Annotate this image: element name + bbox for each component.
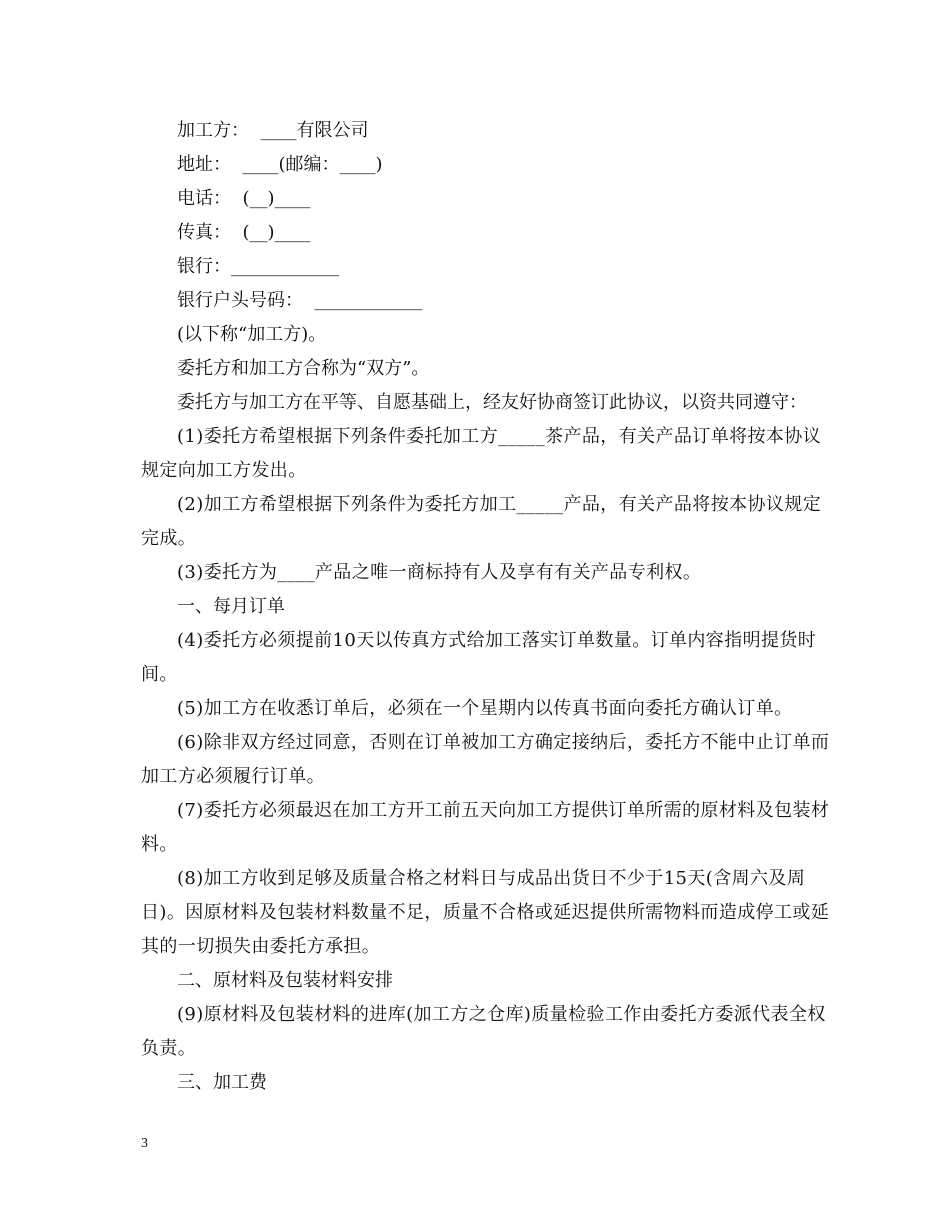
section-3-heading: 三、加工费 bbox=[177, 1072, 267, 1093]
parties-line: 委托方和加工方合称为“双方”。 bbox=[177, 358, 430, 379]
clause-9: (9)原材料及包装材料的进库(加工方之仓库)质量检验工作由委托方委派代表全权负责。 bbox=[141, 1004, 826, 1059]
phone-line: 电话： (__)____ bbox=[177, 188, 311, 209]
hereinafter-line: (以下称“加工方)。 bbox=[177, 324, 327, 345]
section-1-heading: 一、每月订单 bbox=[177, 596, 285, 617]
bank-account-line: 银行户头号码： ____________ bbox=[177, 290, 423, 311]
processor-name-line: 加工方： ____有限公司 bbox=[177, 120, 369, 141]
clause-2: (2)加工方希望根据下列条件为委托方加工_____产品，有关产品将按本协议规定完成。 bbox=[141, 494, 822, 549]
clause-6: (6)除非双方经过同意，否则在订单被加工方确定接纳后，委托方不能中止订单而加工方必须履行订单。 bbox=[141, 732, 830, 787]
address-line: 地址： ____(邮编：____) bbox=[177, 154, 383, 175]
clause-1: (1)委托方希望根据下列条件委托加工方_____茶产品，有关产品订单将按本协议规定向加工方发出。 bbox=[141, 426, 822, 481]
page-number: 3 bbox=[141, 1136, 148, 1151]
clause-3: (3)委托方为____产品之唯一商标持有人及享有有关产品专利权。 bbox=[177, 562, 702, 583]
document-body bbox=[141, 114, 831, 1100]
clause-5: (5)加工方在收悉订单后，必须在一个星期内以传真书面向委托方确认订单。 bbox=[177, 698, 793, 719]
section-2-heading: 二、原材料及包装材料安排 bbox=[177, 970, 393, 991]
clause-8: (8)加工方收到足够及质量合格之材料日与成品出货日不少于15天(含周六及周日)。因原材料及包装材料数量不足，质量不合格或延迟提供所需物料而造成停工或延其的一切损失由委托方承担。 bbox=[141, 868, 830, 957]
clause-4: (4)委托方必须提前10天以传真方式给加工落实订单数量。订单内容指明提货时间。 bbox=[141, 630, 817, 685]
fax-line: 传真： (__)____ bbox=[177, 222, 311, 243]
agreement-intro-line: 委托方与加工方在平等、自愿基础上，经友好协商签订此协议，以资共同遵守： bbox=[177, 392, 807, 413]
bank-line: 银行：____________ bbox=[177, 256, 339, 277]
clause-7: (7)委托方必须最迟在加工方开工前五天向加工方提供订单所需的原材料及包装材料。 bbox=[141, 800, 830, 855]
